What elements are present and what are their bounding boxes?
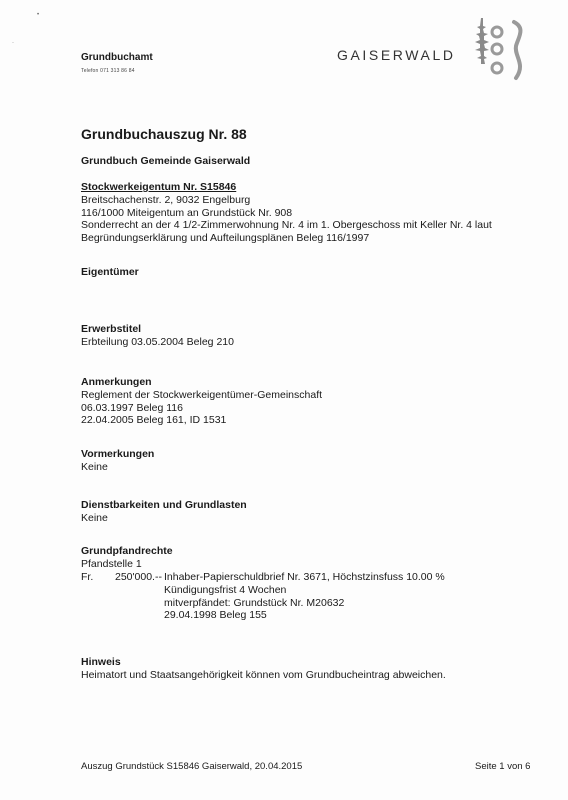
page-title: Grundbuchauszug Nr. 88 <box>81 126 247 142</box>
scan-speck: • <box>37 12 40 18</box>
mortgages-section <box>81 545 173 571</box>
reservations-line: Keine <box>81 460 108 473</box>
notice-heading: Hinweis <box>81 656 121 668</box>
owner-heading: Eigentümer <box>81 266 139 278</box>
property-line: 116/1000 Miteigentum an Grundstück Nr. 908 <box>81 206 293 219</box>
property-section <box>81 181 492 245</box>
property-line: Sonderrecht an der 4 1/2-Zimmerwohnung Nr. 4 im 1. Obergeschoss mit Keller Nr. 4 laut <box>81 219 492 232</box>
page-number: Seite 1 von 6 <box>475 761 531 772</box>
property-line: Begründungserklärung und Aufteilungsplänen Beleg 116/1997 <box>81 232 370 245</box>
notice-line: Heimatort und Staatsangehörigkeit können vom Grundbucheintrag abweichen. <box>81 668 446 681</box>
mortgage-amount: 250'000.-- <box>115 571 162 583</box>
mortgage-position: Pfandstelle 1 <box>81 557 142 570</box>
municipality-logo-icon <box>466 16 536 88</box>
scan-speck: · <box>12 40 14 46</box>
annotations-heading: Anmerkungen <box>81 376 152 388</box>
property-line: Breitschachenstr. 2, 9032 Engelburg <box>81 193 251 206</box>
mortgage-details <box>164 571 445 622</box>
easements-section <box>81 499 247 525</box>
annotation-line: 06.03.1997 Beleg 116 <box>81 401 183 414</box>
acquisition-heading: Erwerbstitel <box>81 323 142 335</box>
notice-section <box>81 656 446 682</box>
property-heading: Stockwerkeigentum Nr. S15846 <box>81 181 237 193</box>
mortgage-line: Kündigungsfrist 4 Wochen <box>164 583 287 596</box>
office-phone: Telefon 071 313 86 84 <box>81 68 135 74</box>
acquisition-line: Erbteilung 03.05.2004 Beleg 210 <box>81 335 234 348</box>
mortgages-heading: Grundpfandrechte <box>81 545 173 557</box>
mortgage-line: 29.04.1998 Beleg 155 <box>164 609 267 622</box>
office-name: Grundbuchamt <box>81 52 153 63</box>
mortgage-line: Inhaber-Papierschuldbrief Nr. 3671, Höchstzinsfuss 10.00 % <box>164 571 445 583</box>
acquisition-section <box>81 323 234 349</box>
easements-heading: Dienstbarkeiten und Grundlasten <box>81 499 247 511</box>
municipality-brand: GAISERWALD <box>337 47 456 63</box>
mortgage-currency: Fr. <box>81 571 94 583</box>
register-name: Grundbuch Gemeinde Gaiserwald <box>81 155 251 167</box>
reservations-section <box>81 448 154 474</box>
mortgage-line: mitverpfändet: Grundstück Nr. M20632 <box>164 596 345 609</box>
footer-reference: Auszug Grundstück S15846 Gaiserwald, 20.04.2015 <box>81 761 303 772</box>
annotation-line: Reglement der Stockwerkeigentümer-Gemeinschaft <box>81 388 323 401</box>
easements-line: Keine <box>81 511 108 524</box>
annotation-line: 22.04.2005 Beleg 161, ID 1531 <box>81 414 227 427</box>
reservations-heading: Vormerkungen <box>81 448 155 460</box>
annotations-section <box>81 376 322 427</box>
